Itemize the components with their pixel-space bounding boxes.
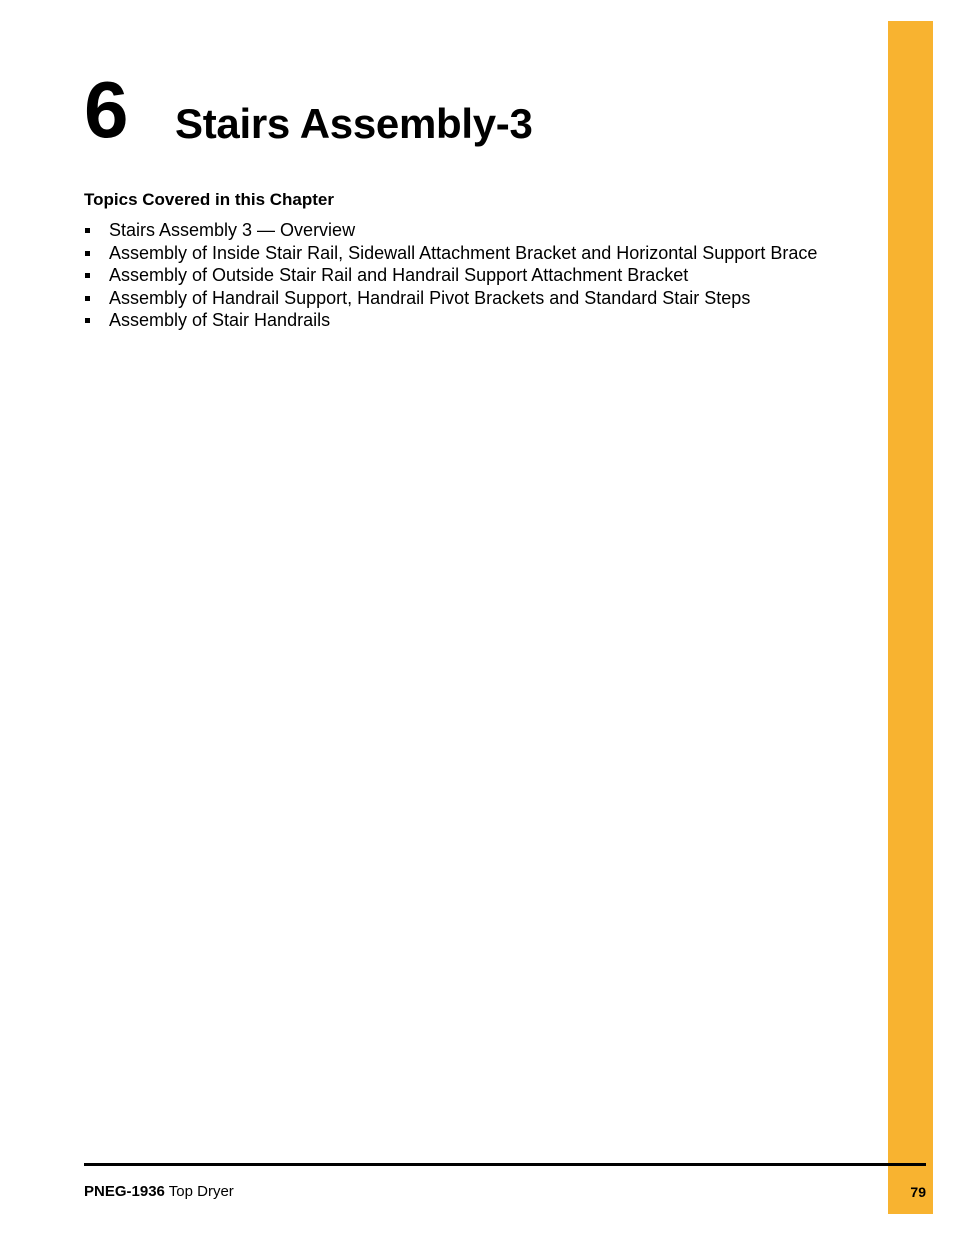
topic-item-text: Assembly of Outside Stair Rail and Handrail Support Attachment Bracket — [109, 265, 689, 285]
footer-doc-code: PNEG-1936 — [84, 1183, 165, 1200]
topic-item-text: Assembly of Handrail Support, Handrail Pivot Brackets and Standard Stair Steps — [109, 287, 751, 308]
bullet-icon — [85, 228, 90, 233]
chapter-number: 6 — [84, 65, 129, 154]
topic-item-text: Assembly of Stair Handrails — [109, 310, 331, 330]
bullet-icon — [85, 318, 90, 323]
topic-item-text: Stairs Assembly 3 — Overview — [109, 220, 356, 240]
topic-item — [84, 242, 817, 265]
footer-divider — [84, 1163, 926, 1166]
topic-item — [84, 219, 817, 242]
topics-heading: Topics Covered in this Chapter — [84, 190, 335, 209]
bullet-icon — [85, 296, 90, 301]
topic-item — [84, 287, 817, 310]
bullet-icon — [85, 273, 90, 278]
topic-item — [84, 309, 817, 332]
topic-item-text: Assembly of Inside Stair Rail, Sidewall Attachment Bracket and Horizontal Support Brace — [109, 242, 818, 263]
footer-doc-title: Top Dryer — [164, 1183, 234, 1200]
chapter-side-tab — [888, 21, 933, 1214]
topic-item — [84, 264, 817, 287]
topics-list — [84, 219, 817, 332]
bullet-icon — [85, 251, 90, 256]
footer-document-label — [84, 1183, 234, 1201]
page-number: 79 — [910, 1184, 926, 1200]
chapter-title: Stairs Assembly-3 — [175, 100, 533, 147]
